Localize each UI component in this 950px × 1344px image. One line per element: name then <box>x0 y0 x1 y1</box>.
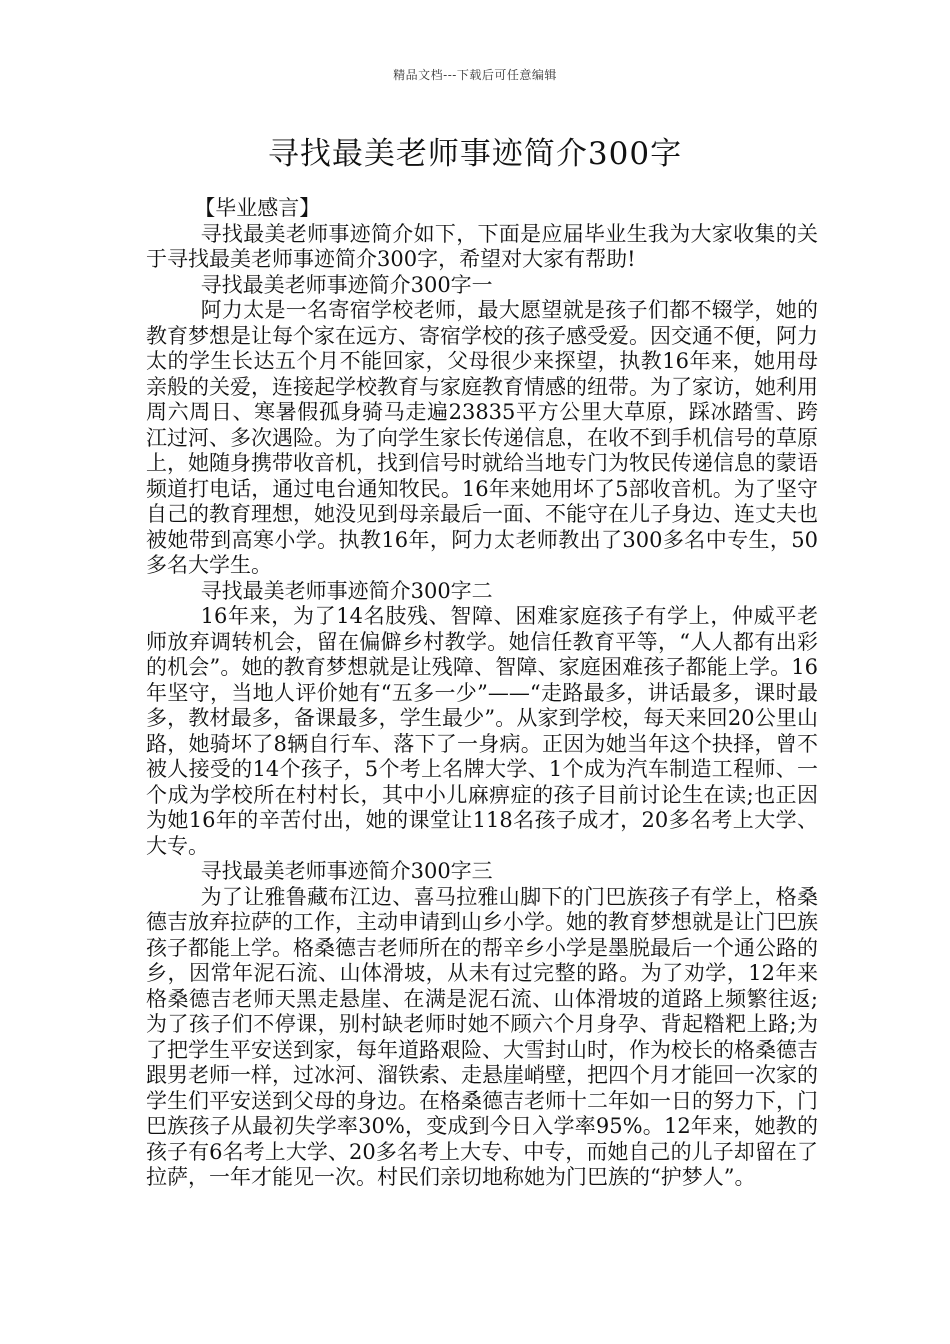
subheading-three: 寻找最美老师事迹简介300字三 <box>200 859 493 883</box>
story-paragraph-one: 阿力太是一名寄宿学校老师，最大愿望就是孩子们都不辍学，她的教育梦想是让每个家在远方、寄宿学校的孩子感受爱。因交通不便，阿力太的学生长达五个月不能回家，父母很少来探望，执教16年来，她用母亲般的关爱，连接起学校教育与家庭教育情感的纽带。为了家访，她利用周六周日、寒暑假孤身骑马走遍23835平方公里大草原，踩冰踏雪、跨江过河、多次遇险。为了向学生家长传递信息，在收不到手机信号的草原上，她随身携带收音机，找到信号时就给当地专门为牧民传递信息的蒙语频道打电话，通过电台通知牧民。16年来她用坏了5部收音机。为了坚守自己的教育理想，她没见到母亲最后一面、不能守在儿子身边、连丈夫也被她带到高寒小学。执教16年，阿力太老师教出了300多名中专生，50多名大学生。 <box>146 298 818 577</box>
story-paragraph-three: 为了让雅鲁藏布江边、喜马拉雅山脚下的门巴族孩子有学上，格桑德吉放弃拉萨的工作，主动申请到山乡小学。她的教育梦想就是让门巴族孩子都能上学。格桑德吉老师所在的帮辛乡小学是墨脱最后一个通公路的乡，因常年泥石流、山体滑坡，从未有过完整的路。为了劝学，12年来格桑德吉老师天黑走悬崖、在满是泥石流、山体滑坡的道路上频繁往返;为了孩子们不停课，别村缺老师时她不顾六个月身孕、背起糌粑上路;为了把学生平安送到家，每年道路艰险、大雪封山时，作为校长的格桑德吉跟男老师一样，过冰河、溜铁索、走悬崖峭壁，把四个月才能回一次家的学生们平安送到父母的身边。在格桑德吉老师十二年如一日的努力下，门巴族孩子从最初失学率30%，变成到今日入学率95%。12年来，她教的孩子有6名考上大学、20多名考上大专、中专，而她自己的儿子却留在了拉萨，一年才能见一次。村民们亲切地称她为门巴族的“护梦人”。 <box>146 884 818 1189</box>
document-title: 寻找最美老师事迹简介300字 <box>267 136 683 172</box>
intro-paragraph: 寻找最美老师事迹简介如下，下面是应届毕业生我为大家收集的关于寻找最美老师事迹简介300字，希望对大家有帮助! <box>146 221 818 271</box>
section-label: 【毕业感言】 <box>194 196 321 220</box>
subheading-one: 寻找最美老师事迹简介300字一 <box>200 272 493 297</box>
document-body <box>146 196 818 1191</box>
header-note: 精品文档---下载后可任意编辑 <box>393 68 557 82</box>
subheading-two: 寻找最美老师事迹简介300字二 <box>200 578 493 603</box>
story-paragraph-two: 16年来，为了14名肢残、智障、困难家庭孩子有学上，仲威平老师放弃调转机会，留在偏僻乡村教学。她信任教育平等，“人人都有出彩的机会”。她的教育梦想就是让残障、智障、家庭困难孩子都能上学。16年坚守，当地人评价她有“五多一少”——“走路最多，讲话最多，课时最多，教材最多，备课最多，学生最少”。从家到学校，每天来回20公里山路，她骑坏了8辆自行车、落下了一身病。正因为她当年这个抉择，曾不被人接受的14个孩子，5个考上名牌大学、1个成为汽车制造工程师、一个成为学校所在村村长，其中小儿麻痹症的孩子目前讨论生在读;也正因为她16年的辛苦付出，她的课堂让118名孩子成才，20多名考上大学、大专。 <box>146 604 818 858</box>
